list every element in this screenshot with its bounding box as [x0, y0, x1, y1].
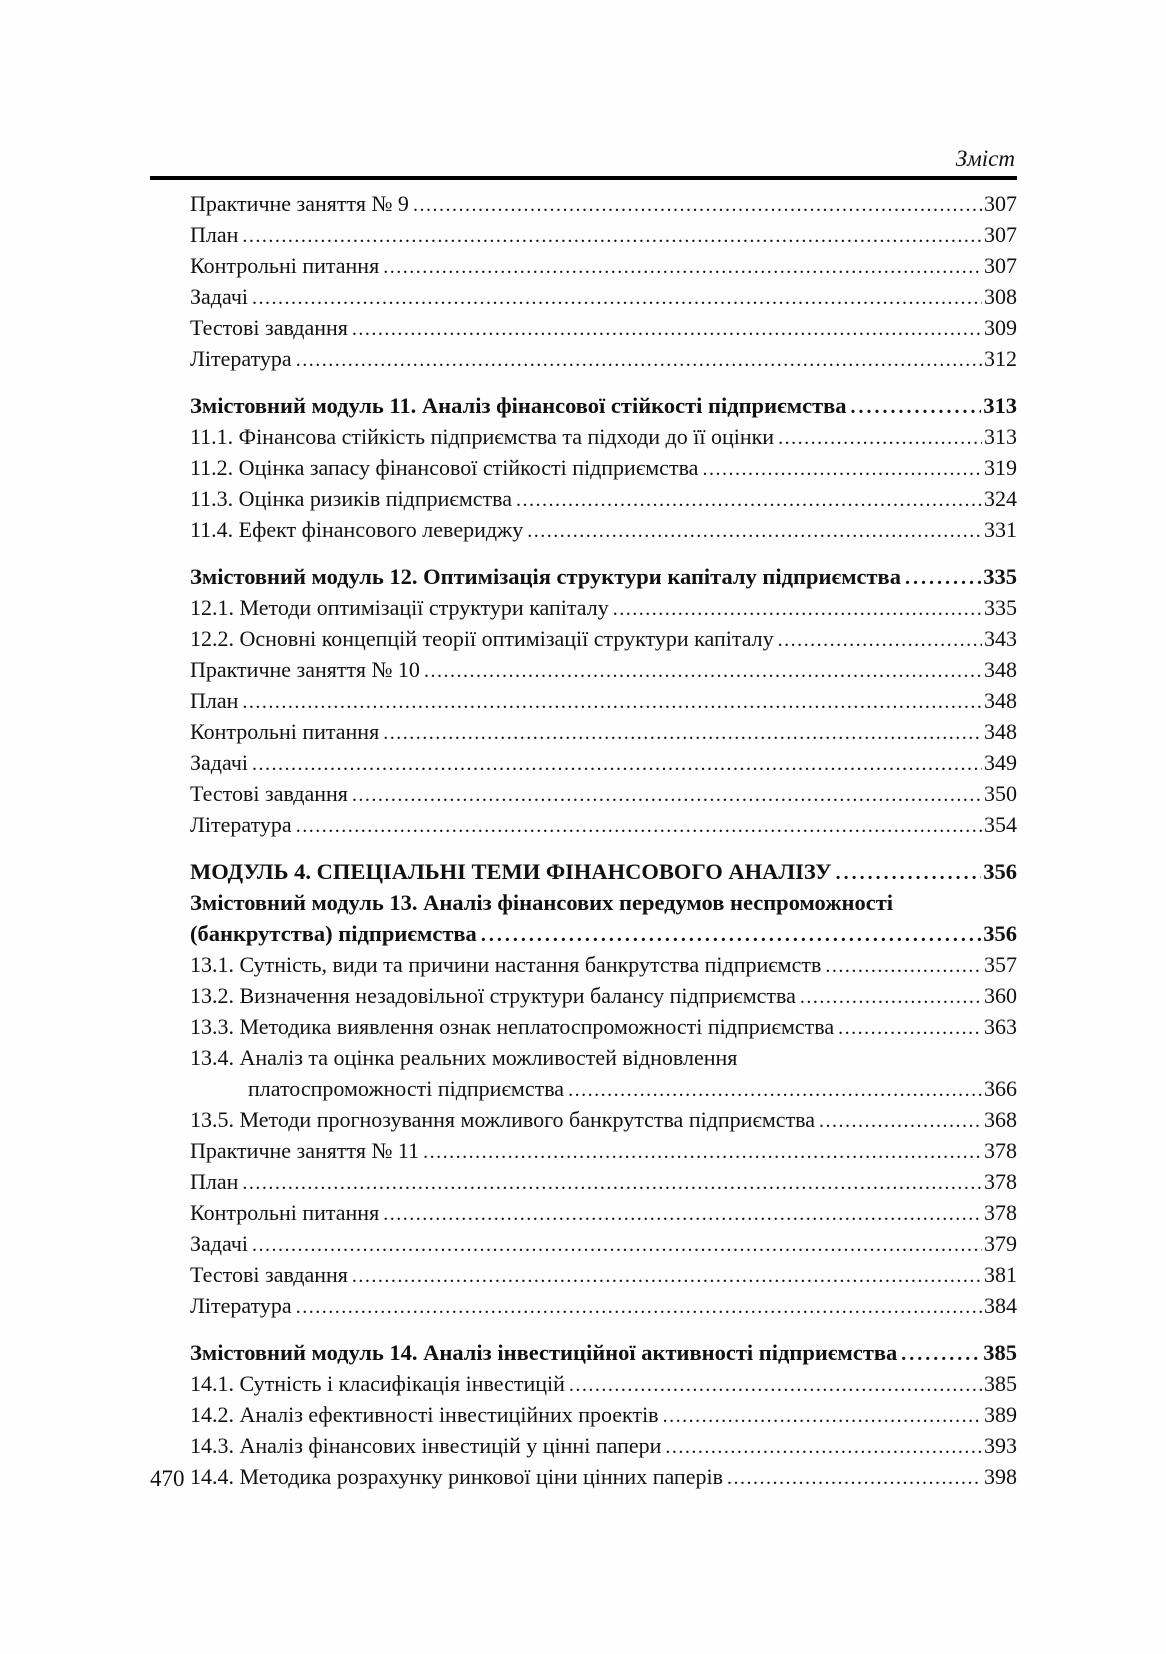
toc-entry [190, 1368, 1017, 1399]
toc-entry-label: 11.2. Оцінка запасу фінансової стійкості підприємства [190, 455, 699, 480]
toc-page-number: 389 [984, 1402, 1017, 1427]
toc-entry [190, 1461, 1017, 1492]
dot-leader [296, 1290, 982, 1323]
dot-leader [819, 1104, 982, 1137]
toc-page-number: 393 [984, 1433, 1017, 1458]
toc-entry [190, 1104, 1017, 1135]
dot-leader [665, 1430, 982, 1463]
toc-entry [190, 918, 1017, 949]
dot-leader [838, 1011, 982, 1044]
toc-entry [190, 1430, 1017, 1461]
toc-entry-label: Контрольні питання [190, 253, 380, 278]
dot-leader [778, 623, 982, 656]
toc-entry [190, 1290, 1017, 1321]
toc-entry [190, 1399, 1017, 1430]
toc-entry [190, 281, 1017, 312]
toc-entry-label: (банкрутства) підприємства [190, 921, 477, 946]
toc-page-number: 309 [984, 315, 1017, 340]
toc-page-number: 312 [984, 346, 1017, 371]
toc-page-number: 307 [984, 191, 1017, 216]
toc-entry-label: 14.4. Методика розрахунку ринкової ціни цінних паперів [190, 1464, 723, 1489]
toc-page-number: 363 [984, 1014, 1017, 1039]
toc-entry [190, 483, 1017, 514]
toc-entry [190, 980, 1017, 1011]
toc-page-number: 368 [984, 1107, 1017, 1132]
toc-page-number: 348 [984, 719, 1017, 744]
toc-entry-label: Змістовний модуль 11. Аналіз фінансової стійкості підприємства [190, 393, 847, 418]
toc-entry [190, 1166, 1017, 1197]
toc-entry-label: План [190, 222, 239, 247]
toc-entry-label: Тестові завдання [190, 1262, 348, 1287]
toc-entry-label: Тестові завдання [190, 781, 348, 806]
toc-entry [190, 452, 1017, 483]
toc-entry [190, 887, 1017, 918]
toc-section [190, 188, 1017, 374]
dot-leader [352, 778, 982, 811]
toc-entry-label: Змістовний модуль 13. Аналіз фінансових передумов неспроможності [190, 890, 894, 915]
toc-page-number: 348 [984, 688, 1017, 713]
dot-leader [613, 592, 982, 625]
toc-page-number: 354 [984, 812, 1017, 837]
toc-entry [190, 250, 1017, 281]
dot-leader [825, 949, 982, 982]
toc-page-number: 385 [984, 1371, 1017, 1396]
toc-entry [190, 1042, 1017, 1073]
toc-page-number: 335 [984, 595, 1017, 620]
toc-entry-label: Задачі [190, 1231, 249, 1256]
toc-entry-label: 11.1. Фінансова стійкість підприємства та підходи до її оцінки [190, 424, 775, 449]
toc-entry [190, 592, 1017, 623]
toc-page-number: 378 [984, 1138, 1017, 1163]
dot-leader [252, 747, 982, 780]
dot-leader [296, 809, 982, 842]
toc-page-number: 350 [984, 781, 1017, 806]
toc-entry [190, 623, 1017, 654]
toc [150, 188, 1017, 1492]
toc-entry-label: Контрольні питання [190, 719, 380, 744]
toc-page-number: 356 [983, 859, 1017, 884]
dot-leader [516, 483, 982, 516]
dot-leader [252, 281, 982, 314]
dot-leader [242, 219, 982, 252]
toc-page-number: 319 [984, 455, 1017, 480]
toc-section [190, 1337, 1017, 1492]
toc-entry [190, 1197, 1017, 1228]
toc-entry-label: Література [190, 1293, 292, 1318]
toc-entry-label: 12.1. Методи оптимізації структури капіталу [190, 595, 609, 620]
toc-entry [190, 561, 1017, 592]
toc-entry-label: 13.5. Методи прогнозування можливого банкрутства підприємства [190, 1107, 816, 1132]
dot-leader [296, 343, 982, 376]
toc-entry [190, 1073, 1017, 1104]
toc-entry-label: Література [190, 346, 292, 371]
dot-leader [663, 1399, 982, 1432]
dot-leader [851, 390, 982, 423]
toc-entry [190, 514, 1017, 545]
toc-page-number: 381 [984, 1262, 1017, 1287]
toc-page-number: 384 [984, 1293, 1017, 1318]
dot-leader [383, 716, 982, 749]
dot-leader [383, 250, 982, 283]
toc-entry-label: 14.3. Аналіз фінансових інвестицій у цінні папери [190, 1433, 662, 1458]
header-rule [150, 176, 1017, 180]
toc-entry-label: Задачі [190, 284, 249, 309]
dot-leader [252, 1228, 982, 1261]
toc-entry-label: платоспроможності підприємства [248, 1076, 565, 1101]
toc-entry-label: Тестові завдання [190, 315, 348, 340]
dot-leader [352, 312, 982, 345]
toc-section [190, 561, 1017, 840]
dot-leader [423, 1135, 982, 1168]
toc-page-number: 331 [984, 517, 1017, 542]
dot-leader [901, 1337, 981, 1370]
toc-entry [190, 219, 1017, 250]
toc-entry-label: 13.2. Визначення незадовільної структури балансу підприємства [190, 983, 796, 1008]
toc-entry-label: МОДУЛЬ 4. СПЕЦІАЛЬНІ ТЕМИ ФІНАНСОВОГО АНАЛІЗУ [190, 859, 832, 884]
toc-entry-label: 14.2. Аналіз ефективності інвестиційних проектів [190, 1402, 659, 1427]
toc-entry [190, 188, 1017, 219]
dot-leader [242, 1166, 982, 1199]
toc-entry [190, 343, 1017, 374]
dot-leader [424, 654, 982, 687]
dot-leader [413, 188, 982, 221]
toc-entry-label: План [190, 688, 239, 713]
dot-leader [527, 514, 982, 547]
toc-entry [190, 1259, 1017, 1290]
dot-leader [481, 918, 981, 951]
toc-entry [190, 1228, 1017, 1259]
toc-entry [190, 685, 1017, 716]
toc-page-number: 366 [984, 1076, 1017, 1101]
toc-page-number: 307 [984, 222, 1017, 247]
dot-leader [383, 1197, 982, 1230]
toc-entry-label: Змістовний модуль 12. Оптимізація структури капіталу підприємства [190, 564, 901, 589]
toc-page-number: 335 [983, 564, 1017, 589]
toc-page-number: 356 [983, 921, 1017, 946]
toc-entry-label: План [190, 1169, 239, 1194]
dot-leader [569, 1368, 982, 1401]
running-header-title: Зміст [955, 146, 1015, 171]
toc-entry [190, 1135, 1017, 1166]
dot-leader [800, 980, 982, 1013]
dot-leader [568, 1073, 982, 1106]
dot-leader [836, 856, 982, 889]
toc-entry-label: Контрольні питання [190, 1200, 380, 1225]
dot-leader [778, 421, 982, 454]
toc-entry-label: 11.4. Ефект фінансового левериджу [190, 517, 524, 542]
toc-entry-label: Література [190, 812, 292, 837]
toc-entry [190, 778, 1017, 809]
toc-page-number: 349 [984, 750, 1017, 775]
toc-page-number: 398 [984, 1464, 1017, 1489]
page-content [150, 146, 1017, 1492]
toc-page-number: 385 [983, 1340, 1017, 1365]
toc-entry [190, 949, 1017, 980]
toc-page-number: 313 [984, 424, 1017, 449]
toc-entry [190, 1337, 1017, 1368]
toc-entry-label: 14.1. Сутність і класифікація інвестицій [190, 1371, 565, 1396]
toc-page-number: 308 [984, 284, 1017, 309]
toc-entry-label: Змістовний модуль 14. Аналіз інвестиційної активності підприємства [190, 1340, 898, 1365]
toc-entry [190, 716, 1017, 747]
toc-entry-label: 13.4. Аналіз та оцінка реальних можливостей відновлення [190, 1045, 738, 1070]
dot-leader [905, 561, 981, 594]
dot-leader [242, 685, 982, 718]
toc-section [190, 856, 1017, 1321]
toc-entry-label: 11.3. Оцінка ризиків підприємства [190, 486, 513, 511]
toc-entry-label: 13.3. Методика виявлення ознак неплатоспроможності підприємства [190, 1014, 835, 1039]
toc-entry [190, 856, 1017, 887]
toc-page-number: 357 [984, 952, 1017, 977]
toc-entry [190, 654, 1017, 685]
toc-page-number: 307 [984, 253, 1017, 278]
toc-entry-label: 12.2. Основні концепцій теорії оптимізації структури капіталу [190, 626, 774, 651]
toc-entry [190, 312, 1017, 343]
toc-page-number: 324 [984, 486, 1017, 511]
toc-entry [190, 809, 1017, 840]
dot-leader [727, 1461, 982, 1494]
toc-entry-label: Практичне заняття № 10 [190, 657, 420, 682]
toc-entry [190, 747, 1017, 778]
dot-leader [352, 1259, 982, 1292]
toc-section [190, 390, 1017, 545]
toc-page-number: 379 [984, 1231, 1017, 1256]
toc-entry-label: Задачі [190, 750, 249, 775]
toc-page-number: 378 [984, 1200, 1017, 1225]
toc-entry-label: Практичне заняття № 9 [190, 191, 409, 216]
toc-page-number: 378 [984, 1169, 1017, 1194]
toc-page-number: 343 [984, 626, 1017, 651]
toc-page-number: 360 [984, 983, 1017, 1008]
toc-entry [190, 421, 1017, 452]
footer-page-number: 470 [150, 1466, 185, 1491]
dot-leader [702, 452, 982, 485]
toc-page-number: 313 [983, 393, 1017, 418]
toc-entry [190, 1011, 1017, 1042]
toc-entry-label: Практичне заняття № 11 [190, 1138, 420, 1163]
toc-page-number: 348 [984, 657, 1017, 682]
toc-entry [190, 390, 1017, 421]
toc-entry-label: 13.1. Сутність, види та причини настання банкрутства підприємств [190, 952, 822, 977]
